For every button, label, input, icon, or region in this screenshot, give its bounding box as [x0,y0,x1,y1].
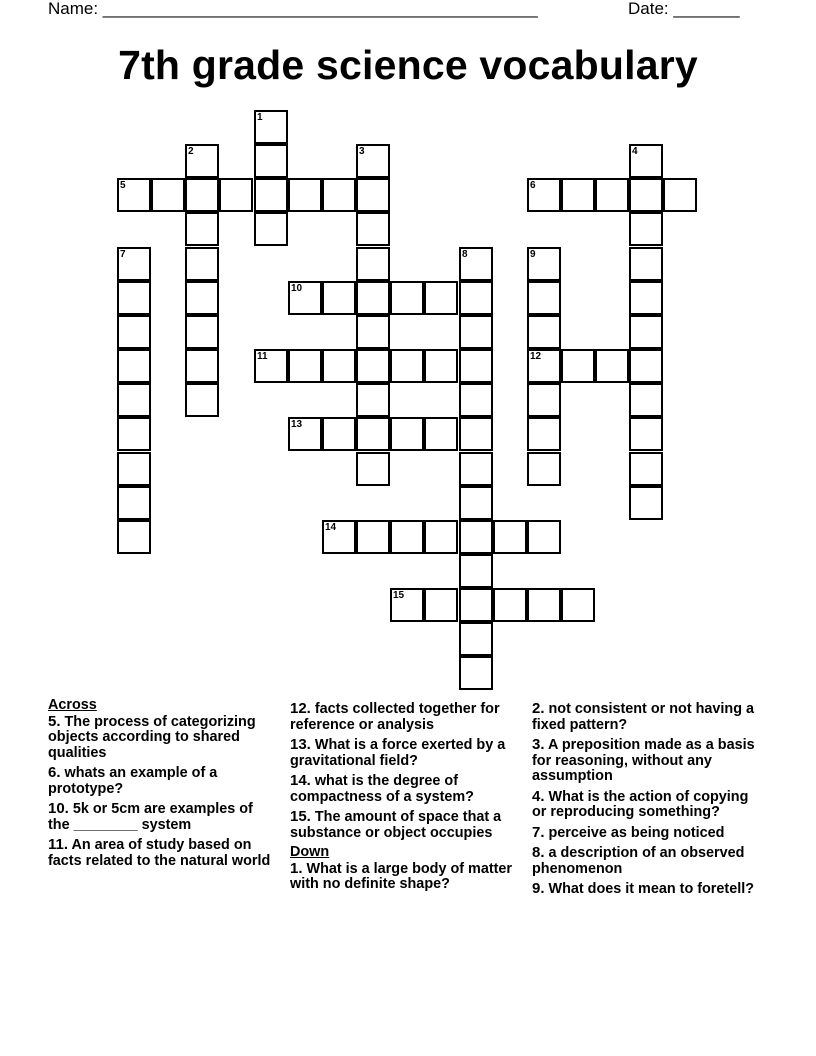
grid-cell[interactable] [459,486,493,520]
grid-cell[interactable] [459,349,493,383]
date-field[interactable]: Date: _______ [628,0,740,18]
grid-cell[interactable] [493,588,527,622]
grid-cell[interactable] [493,520,527,554]
grid-cell[interactable] [117,178,151,212]
grid-cell[interactable] [117,452,151,486]
grid-cell[interactable] [185,349,219,383]
clue-down-9: 9. What does it mean to foretell? [532,880,754,897]
grid-cell[interactable] [424,417,458,451]
grid-cell[interactable] [185,144,219,178]
grid-cell[interactable] [254,178,288,212]
clue-column-3 [532,698,762,902]
grid-cell[interactable] [561,349,595,383]
grid-cell[interactable] [527,588,561,622]
grid-cell[interactable] [185,383,219,417]
clue-across-10: 10. 5k or 5cm are examples of the ________ system [48,800,253,833]
clue-down-8: 8. a description of an observed phenomenon [532,844,745,877]
clue-column-2 [290,698,522,897]
grid-cell[interactable] [629,452,663,486]
grid-cell[interactable] [185,178,219,212]
grid-cell[interactable] [629,383,663,417]
clue-down-4: 4. What is the action of copying or reproducing something? [532,787,749,820]
clue-number: 2 [188,146,194,157]
clue-column-1 [48,698,273,873]
grid-cell[interactable] [459,588,493,622]
grid-cell[interactable] [390,520,424,554]
grid-cell[interactable] [390,349,424,383]
grid-cell[interactable] [288,281,322,315]
grid-cell[interactable] [356,417,390,451]
down-heading: Down [290,844,330,860]
clue-number: 9 [530,249,536,260]
grid-cell[interactable] [527,247,561,281]
grid-cell[interactable] [117,315,151,349]
grid-cell[interactable] [117,281,151,315]
clue-across-14: 14. what is the degree of compactness of a system? [290,772,474,805]
grid-cell[interactable] [424,349,458,383]
clue-across-13: 13. What is a force exerted by a gravitational field? [290,736,506,769]
grid-cell[interactable] [356,212,390,246]
grid-cell[interactable] [322,178,356,212]
grid-cell[interactable] [424,520,458,554]
grid-cell[interactable] [527,315,561,349]
clue-number: 3 [359,146,365,157]
grid-cell[interactable] [424,281,458,315]
clue-number: 12 [530,351,542,362]
grid-cell[interactable] [629,315,663,349]
grid-cell[interactable] [390,281,424,315]
grid-cell[interactable] [527,520,561,554]
clue-number: 10 [291,283,303,294]
grid-cell[interactable] [561,588,595,622]
grid-cell[interactable] [459,554,493,588]
grid-cell[interactable] [663,178,697,212]
grid-cell[interactable] [356,315,390,349]
grid-cell[interactable] [117,486,151,520]
grid-cell[interactable] [254,212,288,246]
grid-cell[interactable] [459,656,493,690]
grid-cell[interactable] [356,178,390,212]
grid-cell[interactable] [424,588,458,622]
grid-cell[interactable] [356,281,390,315]
grid-cell[interactable] [629,247,663,281]
name-field[interactable]: Name: ______________________________________________ [48,0,538,18]
clue-down-2: 2. not consistent or not having a fixed pattern? [532,700,754,733]
clue-across-11: 11. An area of study based on facts related to the natural world [48,836,271,869]
grid-cell[interactable] [185,281,219,315]
grid-cell[interactable] [117,247,151,281]
grid-cell[interactable] [595,178,629,212]
grid-cell[interactable] [185,315,219,349]
clue-across-15: 15. The amount of space that a substance or object occupies [290,808,502,841]
grid-cell[interactable] [629,349,663,383]
grid-cell[interactable] [629,178,663,212]
grid-cell[interactable] [629,417,663,451]
clue-number: 13 [291,419,303,430]
grid-cell[interactable] [527,178,561,212]
grid-cell[interactable] [185,247,219,281]
grid-cell[interactable] [390,417,424,451]
grid-cell[interactable] [322,417,356,451]
clue-number: 15 [393,590,405,601]
clue-across-5: 5. The process of categorizing objects according to shared qualities [48,712,256,761]
page-title: 7th grade science vocabulary [118,42,698,88]
grid-cell[interactable] [527,452,561,486]
grid-cell[interactable] [254,110,288,144]
grid-cell[interactable] [356,144,390,178]
grid-cell[interactable] [459,417,493,451]
grid-cell[interactable] [219,178,253,212]
grid-cell[interactable] [322,520,356,554]
grid-cell[interactable] [527,417,561,451]
clue-down-1: 1. What is a large body of matter with no definite shape? [290,859,513,892]
grid-cell[interactable] [527,349,561,383]
clue-across-12: 12. facts collected together for reference or analysis [290,700,500,733]
grid-cell[interactable] [459,383,493,417]
clue-number: 5 [120,180,126,191]
grid-cell[interactable] [254,144,288,178]
grid-cell[interactable] [288,349,322,383]
grid-cell[interactable] [527,281,561,315]
grid-cell[interactable] [288,417,322,451]
grid-cell[interactable] [151,178,185,212]
clue-number: 8 [462,249,468,260]
grid-cell[interactable] [595,349,629,383]
grid-cell[interactable] [459,281,493,315]
grid-cell[interactable] [629,212,663,246]
grid-cell[interactable] [356,349,390,383]
grid-cell[interactable] [390,588,424,622]
clue-number: 6 [530,180,536,191]
clue-across-6: 6. whats an example of a prototype? [48,764,218,797]
grid-cell[interactable] [356,520,390,554]
clue-number: 11 [257,351,268,362]
clue-number: 4 [632,146,638,157]
clue-number: 1 [257,112,263,123]
grid-cell[interactable] [459,247,493,281]
grid-cell[interactable] [117,349,151,383]
grid-cell[interactable] [629,281,663,315]
grid-cell[interactable] [629,144,663,178]
grid-cell[interactable] [117,383,151,417]
grid-cell[interactable] [254,349,288,383]
grid-cell[interactable] [459,520,493,554]
grid-cell[interactable] [185,212,219,246]
grid-cell[interactable] [561,178,595,212]
grid-cell[interactable] [459,452,493,486]
grid-cell[interactable] [629,486,663,520]
grid-cell[interactable] [459,315,493,349]
clue-number: 7 [120,249,126,260]
grid-cell[interactable] [356,383,390,417]
clue-down-3: 3. A preposition made as a basis for reasoning, without any assumption [532,736,755,784]
grid-cell[interactable] [288,178,322,212]
grid-cell[interactable] [117,417,151,451]
grid-cell[interactable] [527,383,561,417]
grid-cell[interactable] [356,452,390,486]
grid-cell[interactable] [322,281,356,315]
clue-down-7: 7. perceive as being noticed [532,823,725,841]
grid-cell[interactable] [356,247,390,281]
grid-cell[interactable] [117,520,151,554]
across-heading: Across [48,697,97,713]
clue-number: 14 [325,522,337,533]
grid-cell[interactable] [322,349,356,383]
grid-cell[interactable] [459,622,493,656]
